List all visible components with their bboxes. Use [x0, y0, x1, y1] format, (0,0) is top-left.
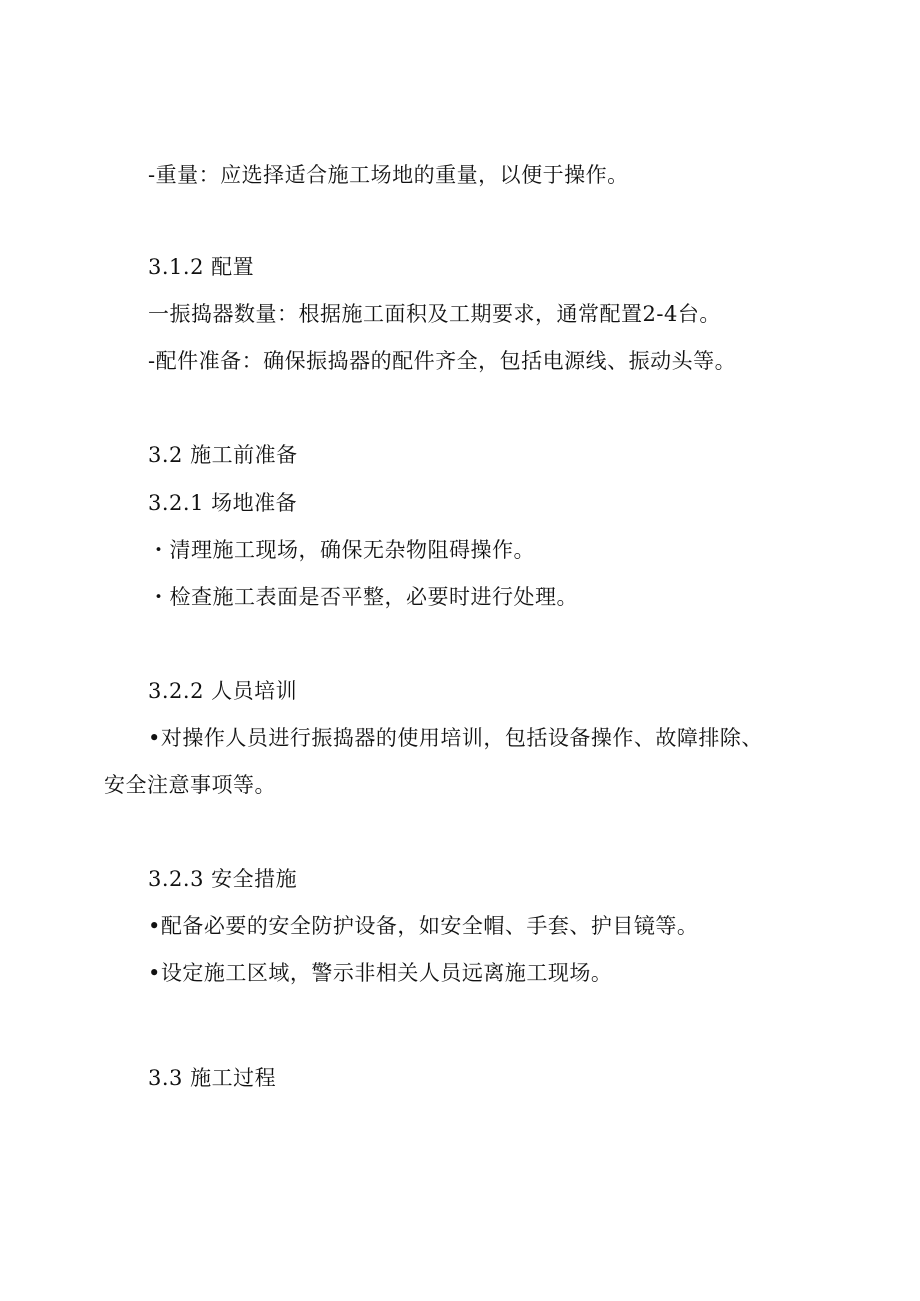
accessories-item: -配件准备：确保振捣器的配件齐全，包括电源线、振动头等。: [148, 349, 737, 373]
section-heading-3-2-3: 3.2.3 安全措施: [148, 867, 298, 891]
section-heading-3-3: 3.3 施工过程: [148, 1066, 277, 1090]
site-clean-item: ・清理施工现场，确保无杂物阻碍操作。: [148, 538, 535, 562]
training-item-line-2: 安全注意事项等。: [104, 773, 276, 797]
section-heading-3-2: 3.2 施工前准备: [148, 443, 298, 467]
weight-item: -重量：应选择适合施工场地的重量，以便于操作。: [148, 163, 629, 187]
section-heading-3-1-2: 3.1.2 配置: [148, 255, 255, 279]
section-heading-3-2-1: 3.2.1 场地准备: [148, 491, 298, 515]
vibrator-count-item: 一振捣器数量：根据施工面积及工期要求，通常配置2-4台。: [148, 302, 721, 326]
safety-equipment-item: •配备必要的安全防护设备，如安全帽、手套、护目镜等。: [148, 914, 699, 938]
section-heading-3-2-2: 3.2.2 人员培训: [148, 679, 298, 703]
training-item-line-1: •对操作人员进行振捣器的使用培训，包括设备操作、故障排除、: [148, 726, 763, 750]
safety-zone-item: •设定施工区域，警示非相关人员远离施工现场。: [148, 961, 613, 985]
site-check-item: ・检查施工表面是否平整，必要时进行处理。: [148, 585, 578, 609]
